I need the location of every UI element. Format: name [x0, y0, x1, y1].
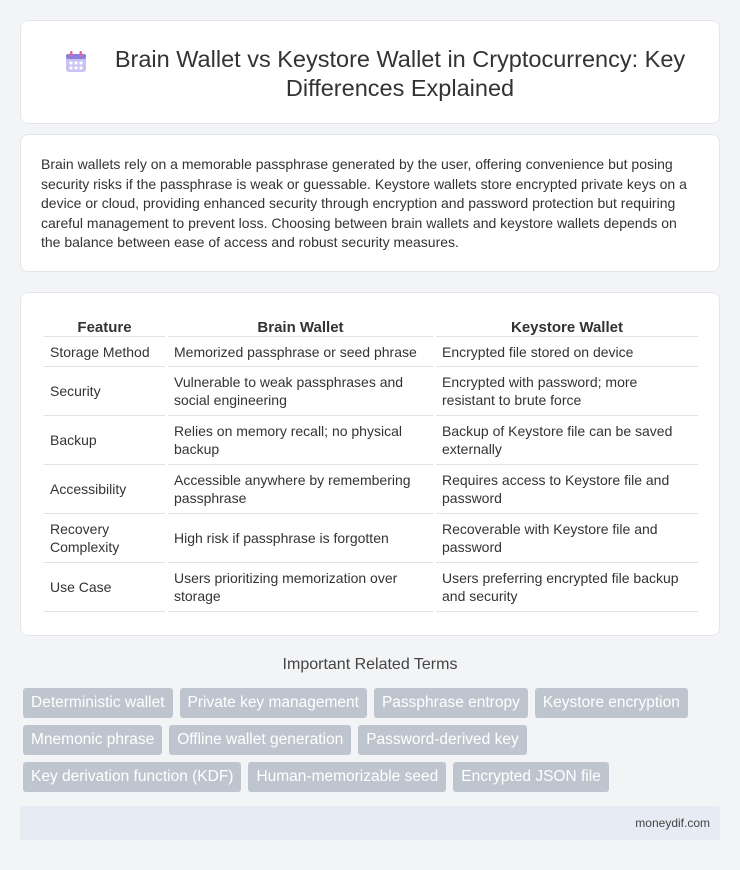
brain-wallet-cell: Vulnerable to weak passphrases and social engineering	[168, 367, 433, 416]
term-chip[interactable]: Mnemonic phrase	[23, 725, 162, 755]
related-terms	[23, 688, 723, 799]
brain-wallet-cell: Relies on memory recall; no physical backup	[168, 416, 433, 465]
keystore-wallet-cell: Backup of Keystore file can be saved externally	[436, 416, 698, 465]
table-header-row	[44, 315, 698, 337]
feature-cell: Backup	[44, 416, 165, 465]
brain-wallet-cell: High risk if passphrase is forgotten	[168, 514, 433, 563]
keystore-wallet-cell: Users preferring encrypted file backup and security	[436, 563, 698, 612]
feature-cell: Accessibility	[44, 465, 165, 514]
term-chip[interactable]: Human-memorizable seed	[248, 762, 446, 792]
term-chip[interactable]: Keystore encryption	[535, 688, 688, 718]
keystore-wallet-cell: Encrypted with password; more resistant to brute force	[436, 367, 698, 416]
footer-site-link[interactable]: moneydif.com	[635, 816, 710, 830]
table-row	[44, 367, 698, 416]
feature-cell: Use Case	[44, 563, 165, 612]
table-row	[44, 514, 698, 563]
title-card	[20, 20, 720, 124]
term-chip[interactable]: Offline wallet generation	[169, 725, 351, 755]
intro-paragraph: Brain wallets rely on a memorable passphrase generated by the user, offering convenience but posing security risks if the passphrase is weak or guessable. Keystore wallets store encrypted private keys on a device or cloud, providing enhanced security through encryption and password protection but requiring careful management to prevent loss. Choosing between brain wallets and keystore wallets depends on the balance between ease of access and robust security measures.	[41, 156, 687, 250]
table-row	[44, 337, 698, 367]
comparison-table	[41, 315, 701, 612]
header-feature: Feature	[44, 315, 165, 337]
brain-wallet-cell: Users prioritizing memorization over storage	[168, 563, 433, 612]
feature-cell: Security	[44, 367, 165, 416]
brain-wallet-cell: Accessible anywhere by remembering passphrase	[168, 465, 433, 514]
keystore-wallet-cell: Encrypted file stored on device	[436, 337, 698, 367]
keystore-wallet-cell: Recoverable with Keystore file and password	[436, 514, 698, 563]
term-row	[23, 762, 723, 792]
term-chip[interactable]: Encrypted JSON file	[453, 762, 609, 792]
comparison-card	[20, 292, 720, 636]
term-chip[interactable]: Key derivation function (KDF)	[23, 762, 241, 792]
calendar-grid-icon	[63, 49, 89, 75]
term-chip[interactable]: Private key management	[180, 688, 367, 718]
feature-cell: Recovery Complexity	[44, 514, 165, 563]
page-title: Brain Wallet vs Keystore Wallet in Cryptocurrency: Key Differences Explained	[114, 46, 686, 101]
term-chip[interactable]: Passphrase entropy	[374, 688, 528, 718]
feature-cell: Storage Method	[44, 337, 165, 367]
brain-wallet-cell: Memorized passphrase or seed phrase	[168, 337, 433, 367]
table-row	[44, 563, 698, 612]
footer	[20, 806, 720, 840]
keystore-wallet-cell: Requires access to Keystore file and password	[436, 465, 698, 514]
related-terms-heading: Important Related Terms	[282, 656, 458, 673]
header-brain-wallet: Brain Wallet	[168, 315, 433, 337]
table-row	[44, 465, 698, 514]
term-row	[23, 688, 723, 718]
term-row	[23, 725, 723, 755]
header-keystore-wallet: Keystore Wallet	[436, 315, 698, 337]
table-row	[44, 416, 698, 465]
term-chip[interactable]: Password-derived key	[358, 725, 526, 755]
term-chip[interactable]: Deterministic wallet	[23, 688, 173, 718]
intro-card	[20, 134, 720, 272]
